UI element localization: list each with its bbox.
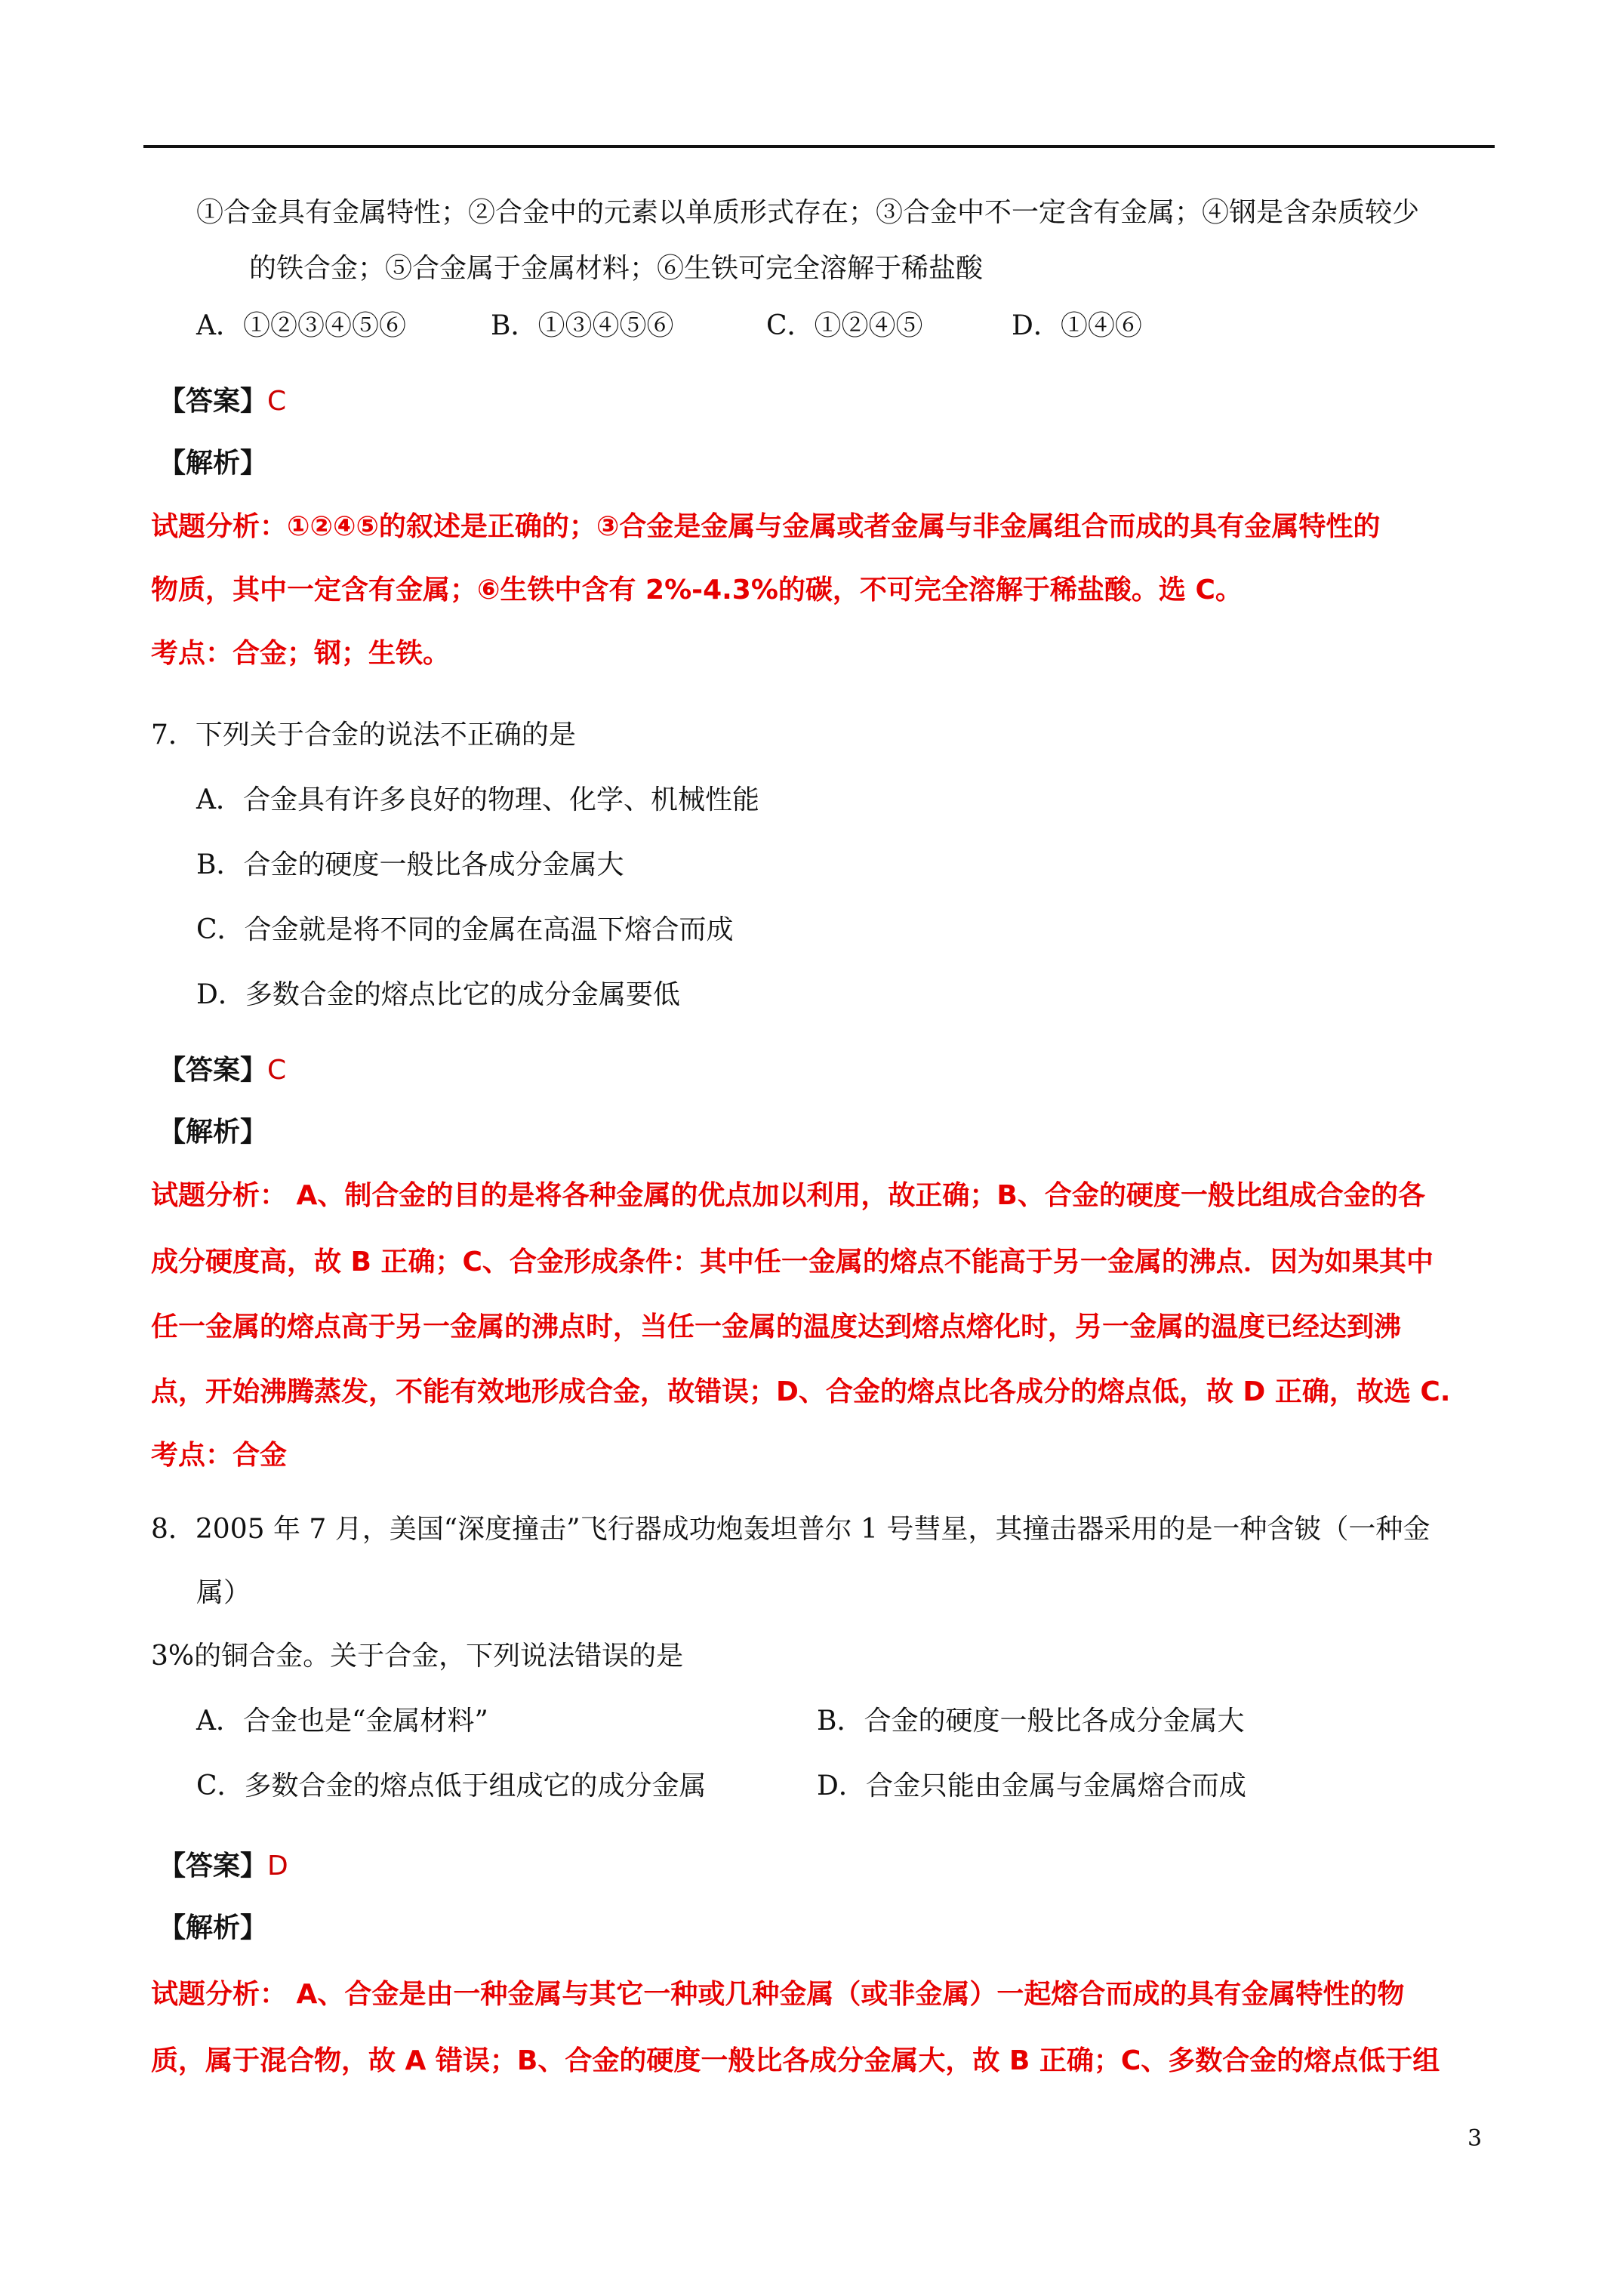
answer-value: C xyxy=(267,386,287,417)
q8-stem-line1: 8．2005 年 7 月，美国“深度撞击”飞行器成功炮轰坦普尔 1 号彗星，其撞击器采用的是一种含铍（一种金 xyxy=(151,1514,1431,1545)
q8-option-a: A．合金也是“金属材料” xyxy=(196,1706,488,1737)
q7-analysis-line1: 试题分析： A、制合金的目的是将各种金属的优点加以利用，故正确；B、合金的硬度一般比组成合金的各 xyxy=(151,1180,1425,1211)
answer-label: 【答案】 xyxy=(159,1055,268,1086)
q6-option-c: C．①②④⑤ xyxy=(766,310,923,341)
q8-stem-line2: 属） xyxy=(196,1577,251,1608)
q8-option-c: C．多数合金的熔点低于组成它的成分金属 xyxy=(196,1771,707,1801)
q6-option-a: A．①②③④⑤⑥ xyxy=(196,310,406,341)
q6-analysis-line2: 物质，其中一定含有金属；⑥生铁中含有 2%-4.3%的碳，不可完全溶解于稀盐酸。选 C。 xyxy=(151,575,1243,606)
q8-analysis-label: 【解析】 xyxy=(159,1912,268,1943)
q7-option-b: B．合金的硬度一般比各成分金属大 xyxy=(196,849,624,880)
header-rule xyxy=(143,145,1495,148)
q6-option-d: D．①④⑥ xyxy=(1012,310,1142,341)
q8-option-b: B．合金的硬度一般比各成分金属大 xyxy=(817,1706,1245,1737)
q6-statement-line2: 的铁合金；⑤合金属于金属材料；⑥生铁可完全溶解于稀盐酸 xyxy=(249,253,984,284)
q8-option-d: D．合金只能由金属与金属熔合而成 xyxy=(817,1771,1246,1801)
answer-label: 【答案】 xyxy=(159,1851,268,1881)
q8-analysis-line2: 质，属于混合物，故 A 错误；B、合金的硬度一般比各成分金属大，故 B 正确；C、多数合金的熔点低于组 xyxy=(151,2045,1440,2076)
q7-analysis-line4: 点，开始沸腾蒸发，不能有效地形成合金，故错误；D、合金的熔点比各成分的熔点低，故 D 正确，故选 C. xyxy=(151,1376,1451,1407)
page-number: 3 xyxy=(1467,2125,1483,2152)
q6-statement-line1: ①合金具有金属特性；②合金中的元素以单质形式存在；③合金中不一定含有金属；④钢是含杂质较少 xyxy=(196,197,1420,228)
q6-analysis-line1: 试题分析：①②④⑤的叙述是正确的；③合金是金属与金属或者金属与非金属组合而成的具有金属特性的 xyxy=(151,511,1381,542)
q7-analysis-keypoint: 考点：合金 xyxy=(151,1440,288,1471)
q7-option-d: D．多数合金的熔点比它的成分金属要低 xyxy=(196,979,680,1010)
q7-stem: 7．下列关于合金的说法不正确的是 xyxy=(151,720,576,750)
q6-option-b: B．①③④⑤⑥ xyxy=(491,310,674,341)
q8-analysis-line1: 试题分析： A、合金是由一种金属与其它一种或几种金属（或非金属）一起熔合而成的具有金属特性的物 xyxy=(151,1979,1405,2010)
answer-value: C xyxy=(267,1055,287,1086)
q7-analysis-label: 【解析】 xyxy=(159,1117,268,1148)
q6-analysis-label: 【解析】 xyxy=(159,448,268,479)
q6-analysis-keypoint: 考点：合金；钢；生铁。 xyxy=(151,638,451,669)
q7-analysis-line3: 任一金属的熔点高于另一金属的沸点时，当任一金属的温度达到熔点熔化时，另一金属的温度已经达到沸 xyxy=(151,1311,1402,1342)
answer-label: 【答案】 xyxy=(159,386,268,417)
q6-answer xyxy=(159,384,286,420)
q8-stem-line3: 3%的铜合金。关于合金，下列说法错误的是 xyxy=(151,1641,684,1672)
q7-analysis-line2: 成分硬度高，故 B 正确；C、合金形成条件：其中任一金属的熔点不能高于另一金属的沸点．因为如果其中 xyxy=(151,1247,1434,1277)
q7-option-a: A．合金具有许多良好的物理、化学、机械性能 xyxy=(196,784,759,815)
answer-value: D xyxy=(267,1851,288,1881)
q7-answer xyxy=(159,1052,286,1089)
q7-option-c: C．合金就是将不同的金属在高温下熔合而成 xyxy=(196,914,734,945)
q8-answer xyxy=(159,1848,288,1885)
